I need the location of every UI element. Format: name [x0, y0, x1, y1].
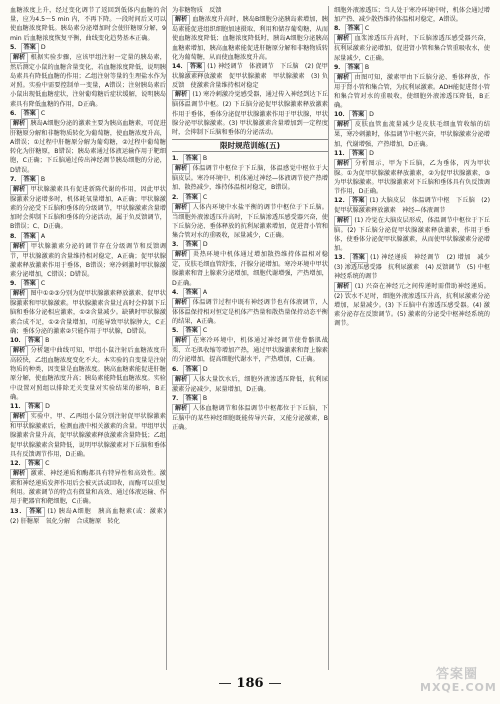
- question-number: 7．: [172, 394, 183, 402]
- answer-entry: [172, 154, 328, 164]
- answer-entry: [334, 120, 490, 148]
- answer-label: 答案: [25, 402, 43, 412]
- entry-text: (1) 寒冷刺激冷觉感受器，通过传入神经到达下丘脑体温调节中枢。(2) 下丘脑分泌促甲状腺激素释放激素作用于垂体，垂体分泌促甲状腺激素作用于甲状腺，甲状腺分泌甲状腺激素。(3) 甲状腺激素含量增加到一定程度时，会抑制下丘脑和垂体的分泌活动。: [172, 91, 328, 137]
- section-title: 限时规范训练(五): [172, 139, 328, 152]
- analysis-label: 解析: [334, 120, 352, 130]
- entry-text: (1) 神经递质 神经调节 (2) 增加 减少 (3) 渗透压感受器 抗利尿激素 (4) 反馈调节 (5) 中枢神经系统的调节: [334, 254, 497, 281]
- entry-text: D: [367, 111, 374, 119]
- analysis-label: 解析: [334, 73, 352, 83]
- analysis-label: 解析: [10, 185, 28, 195]
- analysis-label: 解析: [172, 203, 190, 213]
- answer-entry: [334, 216, 490, 254]
- answer-entry: [172, 404, 328, 432]
- question-number: 1．: [172, 155, 183, 163]
- analysis-label: 解析: [10, 346, 28, 356]
- question-number: 9．: [334, 63, 345, 71]
- answer-entry: [334, 24, 490, 34]
- analysis-label: 解析: [172, 375, 190, 385]
- answer-entry: [10, 469, 166, 507]
- entry-text: B: [200, 394, 208, 402]
- answer-column-middle: [172, 6, 328, 668]
- entry-text: 血糖浓度上升，经过变化调节了返回到低体内血糖的含量，应为4.5～5 min 内，不再下降。一段时间后又可以使血糖浓度降低。胰岛素分泌增加时会使肝糖原分解，9 min 后血糖浓度恢复平衡，曲线变化趋势基本正确。: [10, 7, 166, 42]
- answer-entry: [10, 185, 166, 232]
- question-number: 7．: [10, 175, 21, 183]
- entry-text: 实验中，甲、乙两组小鼠分别注射促甲状腺激素和甲状腺激素后，检测血液中相关激素的含量。甲组甲状腺激素含量升高，促甲状腺激素释放激素含量降低；乙组促甲状腺激素含量降低，说明甲状腺激素对下丘脑和垂体具有反馈调节作用，D正确。: [10, 413, 166, 458]
- answer-entry: [10, 402, 166, 412]
- question-number: 10．: [10, 337, 25, 345]
- entry-text: 胰岛A细胞分泌的激素主要为胰高血糖素，可促进肝糖原分解和非糖物质转化为葡萄糖，使血糖浓度升高，A错误；①过程中肝糖原分解为葡萄糖，②过程中葡萄糖转化为肝糖原，B错误；胰岛素通过体液运输作用于靶细胞，C正确；下丘脑通过传出神经调节胰岛细胞的分泌，D错误。: [10, 119, 166, 174]
- analysis-label: 解析: [10, 242, 28, 252]
- answer-entry: [334, 63, 490, 73]
- analysis-label: 解析: [172, 404, 190, 414]
- answer-entry: [172, 336, 328, 364]
- question-number: 10．: [334, 111, 349, 119]
- question-number: 8．: [10, 232, 21, 240]
- question-number: 4．: [172, 288, 183, 296]
- answer-entry: [334, 282, 490, 329]
- entry-text: A: [200, 288, 208, 296]
- question-number: 11．: [334, 149, 349, 157]
- answer-entry: [172, 6, 328, 15]
- page-number: 186: [236, 676, 264, 691]
- entry-text: (1) 大脑皮层 体温调节中枢 下丘脑 (2) 促甲状腺激素释放激素 神经—体液调节: [334, 197, 490, 215]
- answer-label: 答案: [349, 196, 367, 206]
- question-number: 13．: [10, 507, 27, 515]
- question-number: 3．: [172, 241, 183, 249]
- answer-entry: [10, 507, 173, 526]
- answer-column-right: [334, 6, 497, 668]
- answer-label: 答案: [349, 110, 367, 120]
- answer-entry: [172, 203, 328, 241]
- answer-label: 答案: [183, 394, 201, 404]
- entry-text: 细胞外液渗透压；当人处于寒冷环境中时，机体会通过增加产热、减少散热维持体温相对稳定，A错误。: [334, 7, 490, 24]
- entry-text: C: [200, 327, 208, 335]
- answer-entry: [10, 412, 166, 459]
- entry-text: 分析图示，甲为下丘脑，乙为垂体，丙为甲状腺。①为促甲状腺激素释放激素，②为促甲状腺激素，③为甲状腺激素。甲状腺激素对下丘脑和垂体具有负反馈调节作用，D正确。: [334, 159, 490, 196]
- entry-text: 人体内环境中水盐平衡的调节中枢位于下丘脑。当细胞外液渗透压升高时，下丘脑渗透压感受器兴奋，使下丘脑分泌、垂体释放的抗利尿激素增加，促进肾小管和集合管对水的重吸收，尿量减少，C正确。: [172, 203, 328, 240]
- answer-entry: [10, 175, 166, 185]
- answer-entry: [172, 375, 328, 394]
- answer-entry: [334, 110, 490, 120]
- analysis-label: 解析: [172, 164, 190, 174]
- entry-text: C: [362, 25, 370, 33]
- entry-text: (1) 神经调节 体液调节 下丘脑 (2) 促甲状腺激素释放激素 促甲状腺激素 甲状腺激素 (3) 负反馈 使激素含量维持相对稳定: [172, 63, 328, 90]
- answer-label: 答案: [21, 43, 39, 53]
- footer-dash: [219, 683, 231, 684]
- answer-label: 答案: [21, 279, 39, 289]
- answer-entry: [10, 6, 166, 43]
- question-number: 5．: [10, 43, 21, 51]
- question-number: 6．: [172, 365, 183, 373]
- answer-entry: [172, 164, 328, 192]
- entry-text: (1) 兴奋在神经元之间传递时需借助神经递质。(2) 饮水不足时，细胞外液渗透压升高，抗利尿激素分泌增加，尿量减少。(3) 下丘脑中有渗透压感受器。(4) 激素分泌存在反馈调节。(5) 激素的分泌受中枢神经系统的调节。: [334, 282, 490, 328]
- answer-entry: [172, 250, 328, 288]
- answer-entry: [10, 109, 166, 119]
- entry-text: (1) 冷觉在大脑皮层形成，体温调节中枢位于下丘脑。(2) 下丘脑分泌促甲状腺激素释放激素，作用于垂体，使垂体分泌促甲状腺激素，从而使甲状腺激素分泌增加。: [334, 216, 490, 253]
- answer-entry: [334, 6, 490, 24]
- answer-label: 答案: [183, 193, 201, 203]
- answer-entry: [172, 365, 328, 375]
- answer-entry: [334, 73, 490, 111]
- answer-entry: [172, 288, 328, 298]
- analysis-label: 解析: [172, 90, 190, 100]
- answer-entry: [172, 298, 328, 326]
- answer-entry: [10, 336, 166, 346]
- footer-dash: [269, 683, 281, 684]
- answer-label: 答案: [25, 459, 43, 469]
- entry-text: 体温调节中枢位于下丘脑，体温感觉中枢位于大脑皮层。寒冷环境中，机体通过神经—体液调节使产热增加、散热减少，维持体温相对稳定，B错误。: [172, 165, 328, 192]
- answer-entry: [10, 53, 166, 109]
- answer-entry: [172, 62, 328, 90]
- analysis-label: 解析: [334, 216, 352, 226]
- answer-label: 答案: [350, 253, 368, 263]
- entry-text: 甲状腺激素具有促进新陈代谢的作用，因此甲状腺激素分泌增多时，机体耗氧量增加，A正确；甲状腺激素的分泌受下丘脑和垂体的分级调节，甲状腺激素含量增加时会抑制下丘脑和垂体的分泌活动，属于负反馈调节，B错误；C、D正确。: [10, 185, 166, 231]
- answer-label: 答案: [345, 63, 363, 73]
- analysis-label: 解析: [10, 119, 28, 129]
- answer-entry: [10, 346, 166, 402]
- entry-text: 甲状腺激素分泌的调节存在分级调节和反馈调节，甲状腺激素的含量维持相对稳定，A正确；促甲状腺激素释放激素作用于垂体，B错误；寒冷刺激时甲状腺激素分泌增加，C错误；D错误。: [10, 242, 166, 279]
- entry-text: C: [43, 459, 50, 467]
- analysis-label: 解析: [10, 53, 28, 63]
- entry-text: B: [43, 337, 50, 345]
- question-number: 14．: [172, 63, 187, 71]
- entry-text: 为非糖物质 反馈: [172, 7, 222, 14]
- entry-text: B: [200, 155, 208, 163]
- answer-label: 答案: [21, 232, 39, 242]
- answer-entry: [172, 394, 328, 404]
- answer-label: 答案: [187, 62, 205, 72]
- answer-label: 答案: [345, 24, 363, 34]
- entry-text: D: [200, 365, 208, 373]
- answer-label: 答案: [183, 288, 201, 298]
- answer-label: 答案: [183, 365, 201, 375]
- answer-entry: [334, 253, 497, 281]
- entry-text: B: [362, 63, 370, 71]
- answer-label: 答案: [26, 507, 44, 517]
- answer-entry: [334, 159, 490, 197]
- analysis-label: 解析: [172, 336, 190, 346]
- analysis-label: 解析: [10, 469, 28, 479]
- answer-column-left: [10, 6, 173, 668]
- answer-entry: [172, 240, 328, 250]
- entry-text: 根据实验步骤，应该甲组注射一定量的胰岛素，然后测定小鼠的血糖含量变化，若血糖浓度降低，说明胰岛素具有降低血糖的作用；乙组注射等量的生理盐水作为对照。实验中需要控制单一变量，A错误；注射胰岛素后小鼠出现低血糖症状，注射葡萄糖后症状缓解，说明胰岛素具有降低血糖的作用，D正确。: [10, 53, 166, 108]
- entry-text: 血糖浓度升高时，胰岛B细胞分泌胰岛素增加，胰岛素能促进组织细胞加速摄取、利用和储存葡萄糖，从而使血糖浓度降低；血糖浓度降低时，胰岛A细胞分泌胰高血糖素增加，胰高血糖素能促进肝糖原分解和非糖物质转化为葡萄糖，从而使血糖浓度升高。: [172, 16, 328, 61]
- entry-text: A: [38, 232, 46, 240]
- entry-text: (1) 胰岛A细胞 胰高血糖素(或：激素) (2) 肝糖原 氧化分解 合成糖原 转化: [10, 507, 173, 525]
- entry-text: 激素、神经递质和酶都具有特异性和高效性。激素和神经递质发挥作用后会被灭活或回收，而酶可以重复利用。激素调节的特点有微量和高效、通过体液运输、作用于靶器官和靶细胞，C正确。: [10, 469, 166, 506]
- entry-text: C: [38, 109, 46, 117]
- question-number: 13．: [334, 254, 350, 262]
- entry-text: 由图可知，激素甲由下丘脑分泌、垂体释放，作用于肾小管和集合管，为抗利尿激素。ADH能促进肾小管和集合管对水的重吸收，使细胞外液渗透压降低，B正确。: [334, 73, 490, 110]
- answer-label: 答案: [183, 154, 201, 164]
- answer-label: 答案: [25, 336, 43, 346]
- question-number: 8．: [334, 25, 345, 33]
- answer-entry: [10, 119, 166, 175]
- entry-text: 体温调节过程中既有神经调节也有体液调节，人体体温保持相对恒定是机体产热量和散热量保持动态平衡的结果，A正确。: [172, 298, 328, 326]
- watermark-logo: [420, 667, 497, 700]
- answer-label: 答案: [21, 109, 39, 119]
- analysis-label: 解析: [172, 250, 190, 260]
- entry-text: 人体血糖调节和体温调节中枢都位于下丘脑，下丘脑中的某些神经细胞既能传导兴奋，又能分泌激素，B正确。: [172, 404, 328, 432]
- analysis-label: 解析: [334, 34, 352, 44]
- analysis-label: 解析: [10, 412, 28, 422]
- entry-text: B: [38, 175, 46, 183]
- entry-text: 炎热环境中机体通过增加散热维持体温相对稳定，皮肤毛细血管舒张，汗腺分泌增加。寒冷环境中甲状腺激素和肾上腺素分泌增加，细胞代谢增强，产热增加，D正确。: [172, 251, 328, 287]
- analysis-label: 解析: [334, 159, 352, 169]
- entry-text: 皮肤血管血流量减少是皮肤毛细血管收缩的结果，寒冷刺激时，体温调节中枢兴奋，甲状腺激素分泌增加，代谢增强，产热增加，D正确。: [334, 121, 490, 148]
- answer-entry: [10, 242, 166, 280]
- answer-entry: [10, 459, 166, 469]
- entry-text: 图中①②③分别为促甲状腺激素释放激素、促甲状腺激素和甲状腺激素。甲状腺激素含量过高时会抑制下丘脑和垂体分泌相应激素，①②含量减少。缺碘时甲状腺激素合成不足，①②含量增加，可能导致甲状腺肿大，C正确；垂体分泌的激素②只能作用于甲状腺，D错误。: [10, 290, 166, 335]
- answer-label: 答案: [183, 326, 201, 336]
- answer-entry: [172, 15, 328, 62]
- entry-text: D: [43, 403, 50, 411]
- question-number: 12．: [334, 197, 350, 205]
- column-divider: [166, 6, 167, 670]
- question-number: 11．: [10, 403, 25, 411]
- analysis-label: 解析: [10, 289, 28, 299]
- answer-entry: [172, 193, 328, 203]
- entry-text: D: [38, 43, 46, 51]
- entry-text: D: [200, 241, 208, 249]
- entry-text: 人体大量饮水后，细胞外液渗透压降低，抗利尿激素分泌减少，尿量增加，D正确。: [172, 375, 328, 393]
- entry-text: C: [38, 280, 46, 288]
- analysis-label: 解析: [334, 282, 352, 292]
- analysis-label: 解析: [172, 298, 190, 308]
- entry-text: 在寒冷环境中，机体通过神经调节使骨骼肌战栗、立毛肌收缩等增加产热，通过甲状腺激素和肾上腺素的分泌增加，提高细胞代谢水平，产热增加，C正确。: [172, 337, 328, 364]
- answer-entry: [334, 34, 490, 62]
- answer-label: 答案: [349, 149, 367, 159]
- question-number: 2．: [172, 193, 183, 201]
- entry-text: 血浆渗透压升高时，下丘脑渗透压感受器兴奋，抗利尿激素分泌增加，促进肾小管和集合管重吸收水，使尿量减少，C正确。: [334, 35, 490, 62]
- analysis-label: 解析: [172, 15, 190, 25]
- answer-label: 答案: [21, 175, 39, 185]
- answer-entry: [10, 289, 166, 336]
- question-number: 9．: [10, 280, 21, 288]
- entry-text: 分析题中曲线可知，甲组小鼠注射后血糖浓度升高较快，乙组血糖浓度变化不大。本实验的自变量是注射物质的种类，因变量是血糖浓度。胰高血糖素能促进肝糖原分解，使血糖浓度升高；胰岛素能降低血糖浓度。实验中设置对照组以排除无关变量对实验结果的影响，B正确。: [10, 347, 166, 401]
- question-number: 6．: [10, 109, 21, 117]
- answer-entry: [334, 149, 490, 159]
- answer-entry: [172, 326, 328, 336]
- column-divider: [328, 6, 329, 670]
- entry-text: C: [200, 193, 208, 201]
- answer-entry: [10, 43, 166, 53]
- watermark-line2: MXQE.COM: [420, 681, 497, 694]
- answer-entry: [172, 90, 328, 137]
- answer-label: 答案: [183, 240, 201, 250]
- answer-entry: [10, 232, 166, 242]
- answer-entry: [334, 196, 490, 215]
- question-number: 5．: [172, 327, 183, 335]
- question-number: 12．: [10, 459, 25, 467]
- entry-text: D: [367, 149, 374, 157]
- answer-entry: [10, 279, 166, 289]
- watermark-line1: 答案圈: [435, 667, 478, 682]
